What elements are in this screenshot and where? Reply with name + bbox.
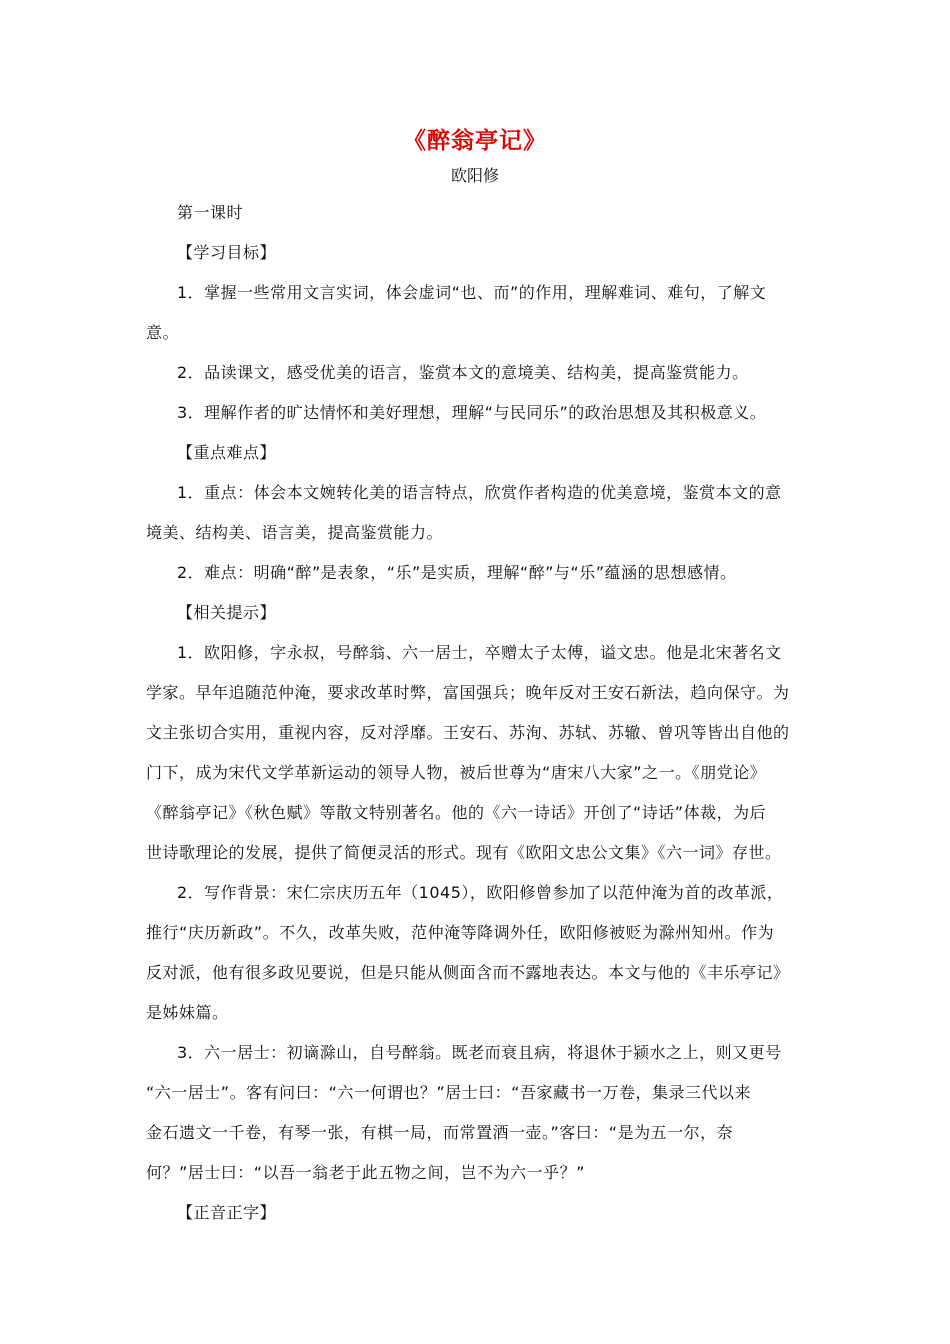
goal-item-1-line-2: 意。	[146, 323, 180, 342]
tip-3-line-3: 金石遗文一千卷，有琴一张，有棋一局，而常置酒一壶。”客曰：“是为五一尔，奈	[146, 1123, 734, 1142]
key-point-1-line-1: 1．重点：体会本文婉转化美的语言特点，欣赏作者构造的优美意境，鉴赏本文的意	[177, 483, 782, 502]
tip-3-line-2: “六一居士”。客有问曰：“六一何谓也？”居士曰：“吾家藏书一万卷，集录三代以来	[146, 1083, 751, 1102]
goal-item-3: 3．理解作者的旷达情怀和美好理想，理解“与民同乐”的政治思想及其积极意义。	[177, 403, 767, 422]
section-heading-goals: 【学习目标】	[177, 243, 277, 262]
tip-2-line-2: 推行“庆历新政”。不久，改革失败，范仲淹等降调外任，欧阳修被贬为滁州知州。作为	[146, 923, 775, 942]
key-point-2: 2．难点：明确“醉”是表象，“乐”是实质，理解“醉”与“乐”蕴涵的思想感情。	[177, 563, 737, 582]
tip-1-line-2: 学家。早年追随范仲淹，要求改革时弊，富国强兵；晚年反对王安石新法，趋向保守。为	[146, 683, 790, 702]
section-heading-tips: 【相关提示】	[177, 603, 277, 622]
author-name: 欧阳修	[450, 166, 499, 185]
section-heading-pronunciation: 【正音正字】	[177, 1203, 277, 1222]
tip-1-line-1: 1．欧阳修，字永叔，号醉翁、六一居士，卒赠太子太傅，谥文忠。他是北宋著名文	[177, 643, 782, 662]
tip-1-line-6: 世诗歌理论的发展，提供了简便灵活的形式。现有《欧阳文忠公文集》《六一词》存世。	[146, 843, 782, 862]
tip-2-line-4: 是姊妹篇。	[146, 1003, 229, 1022]
tip-3-line-1: 3．六一居士：初谪滁山，自号醉翁。既老而衰且病，将退休于颍水之上，则又更号	[177, 1043, 782, 1062]
lesson-label: 第一课时	[177, 203, 244, 222]
tip-3-line-4: 何？”居士曰：“以吾一翁老于此五物之间，岂不为六一乎？”	[146, 1163, 585, 1182]
document-body	[146, 193, 814, 1233]
page-title: 《醉翁亭记》	[403, 128, 547, 154]
tip-1-line-3: 文主张切合实用，重视内容，反对浮靡。王安石、苏洵、苏轼、苏辙、曾巩等皆出自他的	[146, 723, 790, 742]
tip-1-line-4: 门下，成为宋代文学革新运动的领导人物，被后世尊为“唐宋八大家”之一。《朋党论》	[146, 763, 767, 782]
tip-2-line-1: 2．写作背景：宋仁宗庆历五年（1045），欧阳修曾参加了以范仲淹为首的改革派，	[177, 883, 784, 902]
goal-item-2: 2．品读课文，感受优美的语言，鉴赏本文的意境美、结构美，提高鉴赏能力。	[177, 363, 749, 382]
goal-item-1-line-1: 1．掌握一些常用文言实词，体会虚词“也、而”的作用，理解难词、难句，了解文	[177, 283, 767, 302]
key-point-1-line-2: 境美、结构美、语言美，提高鉴赏能力。	[146, 523, 444, 542]
tip-2-line-3: 反对派，他有很多政见要说，但是只能从侧面含而不露地表达。本文与他的《丰乐亭记》	[146, 963, 790, 982]
tip-1-line-5: 《醉翁亭记》《秋色赋》等散文特别著名。他的《六一诗话》开创了“诗话”体裁，为后	[146, 803, 767, 822]
section-heading-key-points: 【重点难点】	[177, 443, 277, 462]
